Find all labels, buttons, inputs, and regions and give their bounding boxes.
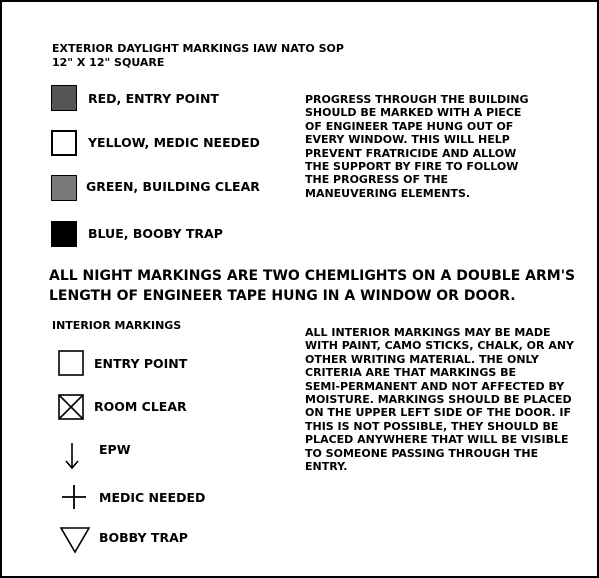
exterior-title-line2: 12" X 12" SQUARE xyxy=(52,56,165,69)
interior-note-line: THIS IS NOT POSSIBLE, THEY SHOULD BE xyxy=(305,419,559,433)
green-swatch xyxy=(51,175,77,201)
interior-note-line: PLACED ANYWHERE THAT WILL BE VISIBLE xyxy=(305,433,569,447)
interior-label-room-clear: ROOM CLEAR xyxy=(94,399,187,414)
exterior-title xyxy=(52,42,344,70)
marking-label-yellow: YELLOW, MEDIC NEEDED xyxy=(88,135,260,150)
exterior-note-line: THE PROGRESS OF THE xyxy=(305,173,449,187)
interior-label-entry-point: ENTRY POINT xyxy=(94,356,188,371)
night-markings-line2: LENGTH OF ENGINEER TAPE HUNG IN A WINDOW OR DOOR. xyxy=(49,288,516,304)
exterior-note-line: MANEUVERING ELEMENTS. xyxy=(305,186,471,200)
exterior-note-line: PREVENT FRATRICIDE AND ALLOW xyxy=(305,146,517,160)
exterior-title-line1: EXTERIOR DAYLIGHT MARKINGS IAW NATO SOP xyxy=(52,42,344,55)
marking-label-green: GREEN, BUILDING CLEAR xyxy=(86,179,260,194)
blue-swatch xyxy=(51,221,77,247)
exterior-note-line: OF ENGINEER TAPE HUNG OUT OF xyxy=(305,119,514,133)
night-markings-text xyxy=(49,266,575,306)
yellow-swatch xyxy=(51,130,77,156)
marking-label-blue: BLUE, BOOBY TRAP xyxy=(88,226,223,241)
exterior-note xyxy=(305,93,529,200)
interior-note-line: OTHER WRITING MATERIAL. THE ONLY xyxy=(305,352,539,366)
down-arrow-icon xyxy=(64,442,80,470)
interior-note-line: MOISTURE. MARKINGS SHOULD BE PLACED xyxy=(305,393,572,407)
exterior-note-line: THE SUPPORT BY FIRE TO FOLLOW xyxy=(305,160,519,174)
plus-icon xyxy=(62,484,86,510)
interior-label-bobby-trap: BOBBY TRAP xyxy=(99,530,188,545)
interior-note-line: CRITERIA ARE THAT MARKINGS BE xyxy=(305,366,517,380)
exterior-note-line: SHOULD BE MARKED WITH A PIECE xyxy=(305,106,522,120)
marking-label-red: RED, ENTRY POINT xyxy=(88,91,219,106)
interior-note-line: ALL INTERIOR MARKINGS MAY BE MADE xyxy=(305,326,551,339)
interior-note-line: TO SOMEONE PASSING THROUGH THE xyxy=(305,446,539,460)
exterior-note-line: PROGRESS THROUGH THE BUILDING xyxy=(305,93,529,106)
interior-note-line: WITH PAINT, CAMO STICKS, CHALK, OR ANY xyxy=(305,339,575,353)
interior-note xyxy=(305,326,574,473)
interior-note-line: ENTRY. xyxy=(305,460,348,474)
red-swatch xyxy=(51,85,77,111)
interior-title: INTERIOR MARKINGS xyxy=(52,319,182,332)
interior-label-epw: EPW xyxy=(99,442,131,457)
night-markings-line1: ALL NIGHT MARKINGS ARE TWO CHEMLIGHTS ON A DOUBLE ARM'S xyxy=(49,268,576,284)
square-icon xyxy=(58,350,84,376)
exterior-note-line: EVERY WINDOW. THIS WILL HELP xyxy=(305,133,510,147)
interior-note-line: ON THE UPPER LEFT SIDE OF THE DOOR. IF xyxy=(305,406,572,420)
crossed-square-icon xyxy=(58,394,84,420)
interior-label-medic-needed: MEDIC NEEDED xyxy=(99,490,206,505)
interior-note-line: SEMI-PERMANENT AND NOT AFFECTED BY xyxy=(305,379,565,393)
triangle-down-icon xyxy=(60,527,90,553)
